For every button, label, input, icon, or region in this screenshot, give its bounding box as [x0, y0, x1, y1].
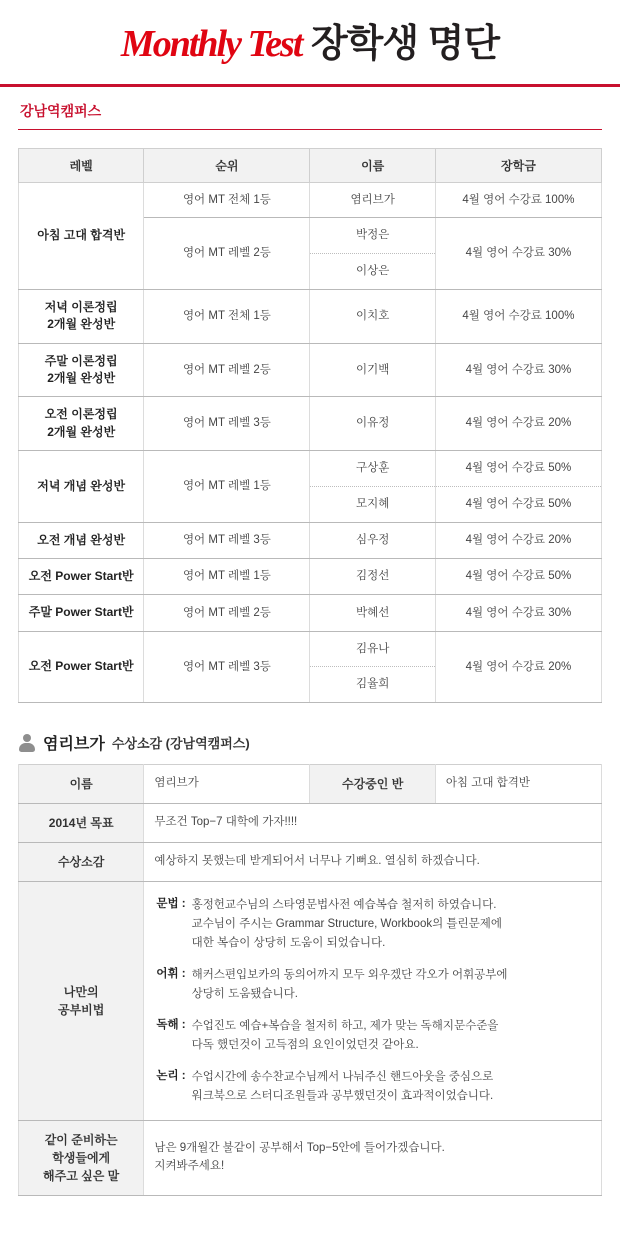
tip-key: 어휘 :	[156, 967, 186, 980]
cell-rank: 영어 MT 레벨 2등	[144, 218, 310, 289]
cell-award: 4월 영어 수강료 50%	[435, 486, 601, 522]
interview-label-tips: 나만의 공부비법	[19, 882, 144, 1121]
column-header-name: 이름	[310, 148, 435, 182]
interview-row-message	[19, 1120, 602, 1195]
cell-rank: 영어 MT 레벨 3등	[144, 631, 310, 702]
cell-award: 4월 영어 수강료 30%	[435, 218, 601, 289]
cell-name: 모지혜	[310, 486, 435, 522]
interview-row-name	[19, 765, 602, 804]
cell-award: 4월 영어 수강료 100%	[435, 289, 601, 343]
interview-label-class: 수강중인 반	[310, 765, 435, 804]
interview-row-goal	[19, 804, 602, 843]
cell-name: 이상은	[310, 254, 435, 290]
cell-rank: 영어 MT 전체 1등	[144, 289, 310, 343]
column-header-level: 레벨	[19, 148, 144, 182]
table-row	[19, 631, 602, 667]
cell-rank: 영어 MT 레벨 2등	[144, 595, 310, 631]
person-icon	[18, 733, 36, 753]
interview-value-message: 남은 9개월간 불같이 공부해서 Top−5안에 들어가겠습니다. 지켜봐주세요!	[144, 1120, 602, 1195]
campus-name: 강남역캠퍼스	[20, 102, 102, 119]
tip-logic	[156, 1068, 589, 1106]
cell-rank: 영어 MT 레벨 2등	[144, 343, 310, 397]
page-banner	[0, 0, 620, 87]
table-row	[19, 451, 602, 487]
cell-level: 오전 Power Start반	[19, 631, 144, 702]
table-row	[19, 558, 602, 594]
interview-value-comment: 예상하지 못했는데 받게되어서 너무나 기뻐요. 열심히 하겠습니다.	[144, 843, 602, 882]
scholarship-table-wrap	[18, 148, 602, 703]
tip-text: 홍정헌교수님의 스타영문법사전 예습복습 철저히 하였습니다. 교수님이 주시는 Grammar Structure, Workbook의 틀린문제에 대한 복습이 상당히 도움이 되었습니다.	[191, 899, 502, 949]
cell-rank: 영어 MT 레벨 1등	[144, 558, 310, 594]
campus-bar	[18, 87, 602, 130]
cell-level: 아침 고대 합격반	[19, 182, 144, 289]
column-header-award: 장학금	[435, 148, 601, 182]
page-title-monthly-test: Monthly Test	[120, 23, 302, 65]
interview-subtitle: 수상소감 (강남역캠퍼스)	[111, 736, 250, 752]
cell-award: 4월 영어 수강료 20%	[435, 397, 601, 451]
cell-name: 이치호	[310, 289, 435, 343]
cell-rank: 영어 MT 레벨 3등	[144, 397, 310, 451]
cell-name: 심우정	[310, 522, 435, 558]
cell-name: 박혜선	[310, 595, 435, 631]
cell-name: 김정선	[310, 558, 435, 594]
tip-grammar	[156, 896, 589, 953]
tip-text: 수업진도 예습+복습을 철저히 하고, 제가 맞는 독해지문수준을 다독 했던것이 고득점의 요인이었던것 같아요.	[191, 1019, 499, 1051]
cell-name: 박정은	[310, 218, 435, 254]
cell-level: 저녁 이론정립 2개월 완성반	[19, 289, 144, 343]
cell-level: 저녁 개념 완성반	[19, 451, 144, 522]
cell-rank: 영어 MT 레벨 1등	[144, 451, 310, 522]
interview-value-class: 아침 고대 합격반	[435, 765, 601, 804]
cell-name: 이기백	[310, 343, 435, 397]
cell-name: 염리브가	[310, 182, 435, 218]
tip-vocabulary	[156, 966, 589, 1004]
interview-label-comment: 수상소감	[19, 843, 144, 882]
tip-reading	[156, 1017, 589, 1055]
interview-label-goal: 2014년 목표	[19, 804, 144, 843]
cell-name: 이유정	[310, 397, 435, 451]
interview-winner-name: 염리브가	[43, 736, 105, 754]
interview-row-tips	[19, 882, 602, 1121]
cell-award: 4월 영어 수강료 50%	[435, 451, 601, 487]
cell-award: 4월 영어 수강료 50%	[435, 558, 601, 594]
cell-award: 4월 영어 수강료 30%	[435, 343, 601, 397]
cell-award: 4월 영어 수강료 100%	[435, 182, 601, 218]
table-row	[19, 343, 602, 397]
cell-level: 오전 Power Start반	[19, 558, 144, 594]
table-row	[19, 397, 602, 451]
column-header-rank: 순위	[144, 148, 310, 182]
table-row	[19, 182, 602, 218]
cell-rank: 영어 MT 레벨 3등	[144, 522, 310, 558]
tip-text: 해커스편입보카의 동의어까지 모두 외우겠단 각오가 어휘공부에 상당히 도움됐습니다.	[191, 968, 508, 1000]
cell-rank: 영어 MT 전체 1등	[144, 182, 310, 218]
interview-value-tips	[144, 882, 602, 1121]
scholarship-table	[18, 148, 602, 703]
page-title-korean: 장학생 명단	[310, 23, 500, 65]
cell-award: 4월 영어 수강료 20%	[435, 631, 601, 702]
interview-value-name: 염리브가	[144, 765, 310, 804]
cell-name: 김유나	[310, 631, 435, 667]
table-row	[19, 522, 602, 558]
table-row	[19, 595, 602, 631]
tip-key: 문법 :	[156, 898, 186, 911]
cell-level: 오전 개념 완성반	[19, 522, 144, 558]
tip-key: 논리 :	[156, 1069, 186, 1082]
interview-row-comment	[19, 843, 602, 882]
cell-name: 구상훈	[310, 451, 435, 487]
cell-award: 4월 영어 수강료 30%	[435, 595, 601, 631]
interview-value-goal: 무조건 Top−7 대학에 가자!!!!	[144, 804, 602, 843]
cell-award: 4월 영어 수강료 20%	[435, 522, 601, 558]
interview-table	[18, 764, 602, 1196]
cell-level: 오전 이론정립 2개월 완성반	[19, 397, 144, 451]
table-row	[19, 289, 602, 343]
interview-label-name: 이름	[19, 765, 144, 804]
tip-key: 독해 :	[156, 1018, 186, 1031]
cell-name: 김율희	[310, 667, 435, 703]
interview-label-message: 같이 준비하는 학생들에게 해주고 싶은 말	[19, 1120, 144, 1195]
cell-level: 주말 Power Start반	[19, 595, 144, 631]
tip-text: 수업시간에 송수찬교수님께서 나눠주신 핸드아웃을 중심으로 워크북으로 스터디조원들과 공부했던것이 효과적이었습니다.	[191, 1070, 494, 1102]
cell-level: 주말 이론정립 2개월 완성반	[19, 343, 144, 397]
page-title	[0, 24, 620, 66]
interview-heading	[18, 731, 602, 754]
table-header-row	[19, 148, 602, 182]
